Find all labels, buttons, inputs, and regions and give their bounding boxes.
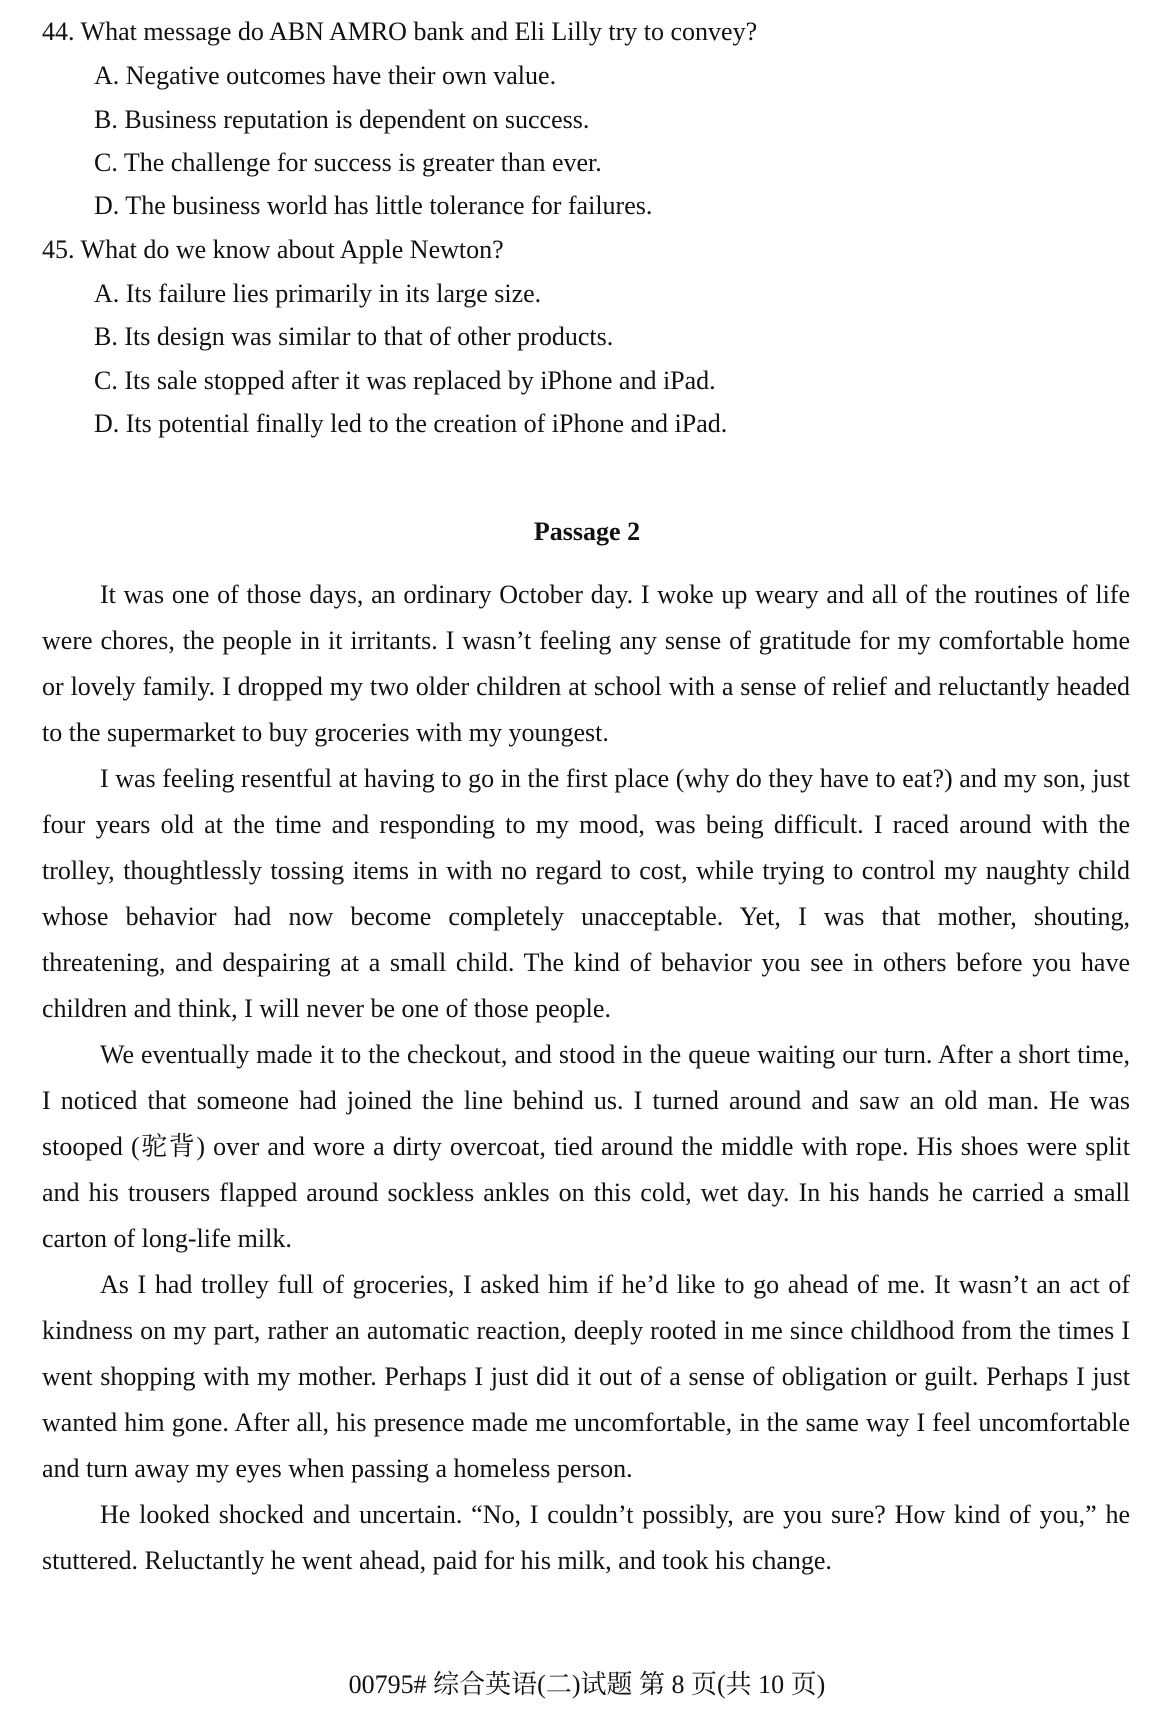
page-footer: 00795# 综合英语(二)试题 第 8 页(共 10 页) <box>348 1670 826 1699</box>
question-45-option-d: D. Its potential finally led to the creation of iPhone and iPad. <box>94 409 728 438</box>
passage-body <box>42 572 1130 1584</box>
passage-paragraph: He looked shocked and uncertain. “No, I couldn’t possibly, are you sure? How kind of you,” he stuttered. Reluctantly he went ahead, paid for his milk, and took his change. <box>42 1500 1130 1575</box>
question-45-option-b: B. Its design was similar to that of other products. <box>94 322 614 351</box>
question-44-option-c: C. The challenge for success is greater than ever. <box>94 148 602 177</box>
question-44-stem: 44. What message do ABN AMRO bank and Eli Lilly try to convey? <box>42 17 758 46</box>
passage-paragraph: We eventually made it to the checkout, and stood in the queue waiting our turn. After a short time, I noticed that someone had joined the line behind us. I turned around and saw an old man. He was stooped (驼背) over and wore a dirty overcoat, tied around the middle with rope. His shoes were split and his trousers flapped around sockless ankles on this cold, wet day. In his hands he carried a small carton of long-life milk. <box>42 1040 1130 1253</box>
question-44-option-b: B. Business reputation is dependent on success. <box>94 105 590 134</box>
passage-paragraph: It was one of those days, an ordinary October day. I woke up weary and all of the routines of life were chores, the people in it irritants. I wasn’t feeling any sense of gratitude for my comfortable home or lovely family. I dropped my two older children at school with a sense of relief and reluctantly headed to the supermarket to buy groceries with my youngest. <box>42 580 1130 747</box>
passage-title: Passage 2 <box>533 517 641 546</box>
question-44-option-a: A. Negative outcomes have their own value. <box>94 61 557 90</box>
question-45-option-a: A. Its failure lies primarily in its large size. <box>94 279 542 308</box>
question-45-option-c: C. Its sale stopped after it was replaced by iPhone and iPad. <box>94 366 716 395</box>
question-45-stem: 45. What do we know about Apple Newton? <box>42 235 504 264</box>
question-44-option-d: D. The business world has little tolerance for failures. <box>94 191 653 220</box>
passage-paragraph: As I had trolley full of groceries, I asked him if he’d like to go ahead of me. It wasn’t an act of kindness on my part, rather an automatic reaction, deeply rooted in me since childhood from the times I went shopping with my mother. Perhaps I just did it out of a sense of obligation or guilt. Perhaps I just wanted him gone. After all, his presence made me uncomfortable, in the same way I feel uncomfortable and turn away my eyes when passing a homeless person. <box>42 1270 1130 1483</box>
passage-paragraph: I was feeling resentful at having to go in the first place (why do they have to eat?) and my son, just four years old at the time and responding to my mood, was being difficult. I raced around with the trolley, thoughtlessly tossing items in with no regard to cost, while trying to control my naughty child whose behavior had now become completely unacceptable. Yet, I was that mother, shouting, threatening, and despairing at a small child. The kind of behavior you see in others before you have children and think, I will never be one of those people. <box>42 764 1130 1023</box>
